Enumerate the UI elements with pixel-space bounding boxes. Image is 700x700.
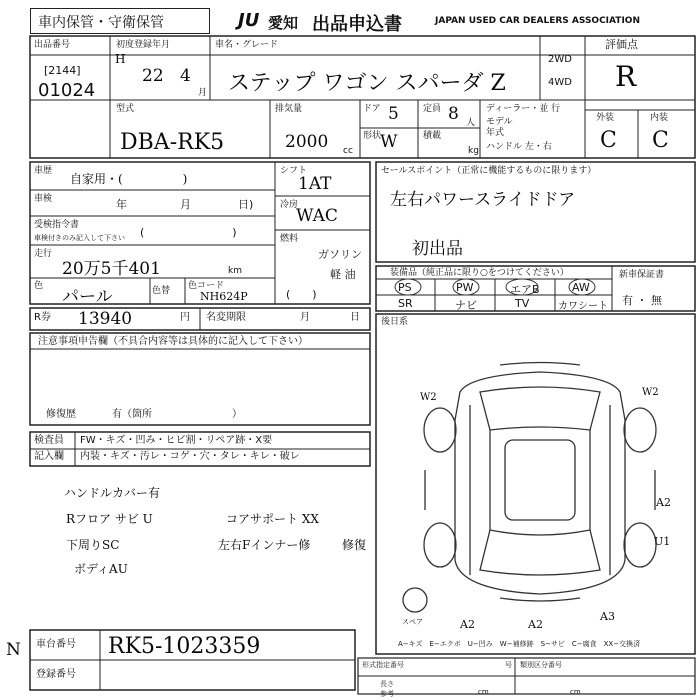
inspection-year: 年 [116, 198, 127, 211]
ac-value: WAC [296, 206, 338, 226]
interior-value: C [652, 128, 669, 153]
equipment-aw: AW [572, 281, 590, 294]
dealer-line3: 年式 [486, 128, 505, 138]
inspector-note: 下周りSC [66, 538, 120, 552]
storage-label: 車内保管・守衛保管 [38, 15, 164, 31]
repair-value: 有（箇所 ） [112, 409, 242, 420]
damage-mark: U1 [654, 535, 671, 548]
shape-label: 形状 [363, 131, 382, 141]
fuel-paren: ( ) [286, 288, 317, 301]
rating-value: R [615, 60, 637, 93]
doors-label: ドア [363, 104, 381, 114]
selling-points-line1: 左右パワースライドドア [390, 190, 576, 210]
fuel-diesel: 軽 油 [330, 268, 356, 281]
damage-mark: A3 [600, 610, 615, 623]
org-name: 愛知 [268, 14, 299, 32]
registration-era: H [115, 52, 126, 66]
mileage-unit: km [228, 266, 242, 276]
name-change-label: 名変期限 [206, 312, 246, 323]
color-code-value: NH624P [200, 290, 248, 303]
color-code-label: 色コード [188, 281, 225, 291]
warranty-sub: 車検付きのみ記入して下さい [34, 234, 125, 242]
inspector-note: ボディAU [74, 562, 128, 576]
capacity-unit: 人 [466, 118, 476, 128]
after-notes-label: 後日系 [381, 317, 409, 327]
selling-points-line2: 初出品 [412, 239, 463, 259]
spare-label: スペア [402, 618, 423, 626]
inspector-note: ハンドルカバー有 [64, 486, 161, 500]
length-label: 長さ [380, 680, 394, 688]
equipment-tv: TV [515, 297, 530, 310]
equipment-leather-seat: カワシート [558, 301, 608, 312]
listing-sub-number: [2144] [44, 64, 81, 77]
type-designation-label: 形式指定番号 [362, 661, 404, 669]
ju-logo: JU [238, 10, 260, 31]
listing-number: 01024 [38, 80, 96, 101]
dealer-line2: モデル [486, 117, 513, 127]
damage-legend: A−キズ E−エクボ U−凹み W−補修跡 S−サビ C−腐食 XX−交換済 [398, 640, 641, 648]
category-number-label: 類別区分番号 [520, 661, 562, 669]
inspector-row1: FW・キズ・凹み・ヒビ割・リペア跡・X要 [80, 435, 273, 446]
selling-points-label: セールスポイント（正常に機能するものに限ります） [381, 166, 597, 176]
displacement-label: 排気量 [275, 104, 303, 114]
displacement-value: 2000 [285, 132, 329, 152]
association-name: JAPAN USED CAR DEALERS ASSOCIATION [435, 16, 640, 26]
width-unit: cm [570, 688, 581, 696]
recycle-label: R券 [34, 312, 51, 323]
color-value: パール [62, 287, 113, 307]
plate-label: 登録番号 [36, 669, 76, 680]
inspector-note: Rフロア サビ U [66, 512, 153, 526]
damage-mark: A2 [460, 618, 475, 631]
car-name-value: ステップ ワゴン スパーダ Z [228, 71, 506, 96]
color-label: 色 [34, 281, 44, 291]
damage-mark: A2 [528, 618, 543, 631]
inspection-day: 日) [238, 198, 254, 211]
recycle-value: 13940 [78, 309, 133, 329]
mileage-value: 20万5千401 [62, 259, 161, 279]
recycle-unit: 円 [180, 312, 190, 323]
displacement-unit: cc [343, 146, 353, 156]
inspector-note: コアサポート XX [226, 512, 319, 526]
car-name-label: 車名・グレード [215, 40, 279, 50]
equipment-ps: PS [398, 281, 412, 294]
registration-year: 22 [142, 66, 164, 86]
chassis-value: RK5-1023359 [108, 634, 261, 659]
name-change-day: 日 [350, 312, 360, 323]
interior-label: 内装 [650, 113, 669, 123]
form-title: 出品申込書 [312, 14, 402, 35]
load-unit: kg [468, 146, 479, 156]
mileage-label: 走行 [34, 249, 53, 259]
ac-label: 冷房 [280, 200, 299, 210]
rating-label: 評価点 [605, 38, 638, 51]
inspector-note: 修復 [342, 538, 367, 552]
load-label: 積載 [423, 131, 442, 141]
dealer-line4: ハンドル 左・右 [486, 142, 552, 152]
shift-label: シフト [280, 166, 308, 176]
inspection-label: 車検 [34, 194, 53, 204]
inspector-label: 検査員 [34, 435, 64, 446]
chassis-label: 車台番号 [36, 639, 76, 650]
new-warranty-label: 新車保証書 [619, 270, 665, 280]
history-value: 自家用・( ) [70, 172, 188, 186]
warranty-label: 受検指令書 [34, 220, 80, 230]
capacity-label: 定員 [423, 104, 442, 114]
model-label: 型式 [116, 104, 135, 114]
registration-label: 初度登録年月 [116, 40, 171, 50]
shape-value: W [380, 132, 398, 152]
record-label: 記入欄 [34, 451, 64, 462]
ref-label: 参考 [380, 690, 394, 698]
name-change-month: 月 [300, 312, 310, 323]
listing-label: 出品番号 [34, 40, 71, 50]
equipment-label: 装備品（純正品に限り○をつけてください） [390, 268, 569, 278]
new-warranty-options: 有 ・ 無 [622, 294, 662, 307]
inspector-note: 左右Fインナー修 [218, 538, 311, 552]
damage-mark: W2 [420, 392, 437, 403]
shift-value: 1AT [298, 174, 332, 194]
model-value: DBA-RK5 [120, 130, 225, 155]
inspector-row2: 内装・キズ・汚レ・コゲ・穴・タレ・キレ・破レ [80, 451, 300, 462]
length-unit: cm [478, 688, 489, 696]
registration-month: 4 [180, 66, 191, 86]
doors-value: 5 [388, 104, 399, 124]
fuel-gasoline: ガソリン [318, 248, 362, 261]
exterior-value: C [600, 128, 617, 153]
dealer-line1: ディーラー・並 行 [486, 104, 561, 114]
capacity-value: 8 [448, 104, 459, 124]
warranty-paren: ( ) [140, 226, 237, 239]
repair-label: 修復歴 [46, 409, 76, 420]
type-number-suffix: 号 [505, 661, 512, 669]
drive-2wd: 2WD [548, 54, 572, 65]
history-label: 車歴 [34, 166, 53, 176]
registration-month-unit: 月 [198, 88, 208, 98]
inspection-month: 月 [180, 198, 191, 211]
exterior-label: 外装 [596, 113, 615, 123]
equipment-airbag: エアB [510, 283, 540, 296]
equipment-sr: SR [398, 297, 413, 310]
equipment-pw: PW [456, 281, 474, 294]
notes-header: 注意事項申告欄（不具合内容等は具体的に記入して下さい） [38, 336, 308, 347]
drive-4wd: 4WD [548, 77, 572, 88]
fuel-label: 燃料 [280, 234, 299, 244]
margin-mark: N [6, 640, 21, 660]
damage-mark: A2 [656, 496, 671, 509]
equipment-navi: ナビ [455, 299, 477, 312]
damage-mark: W2 [642, 387, 659, 398]
color-swap-label: 色替 [152, 286, 171, 296]
